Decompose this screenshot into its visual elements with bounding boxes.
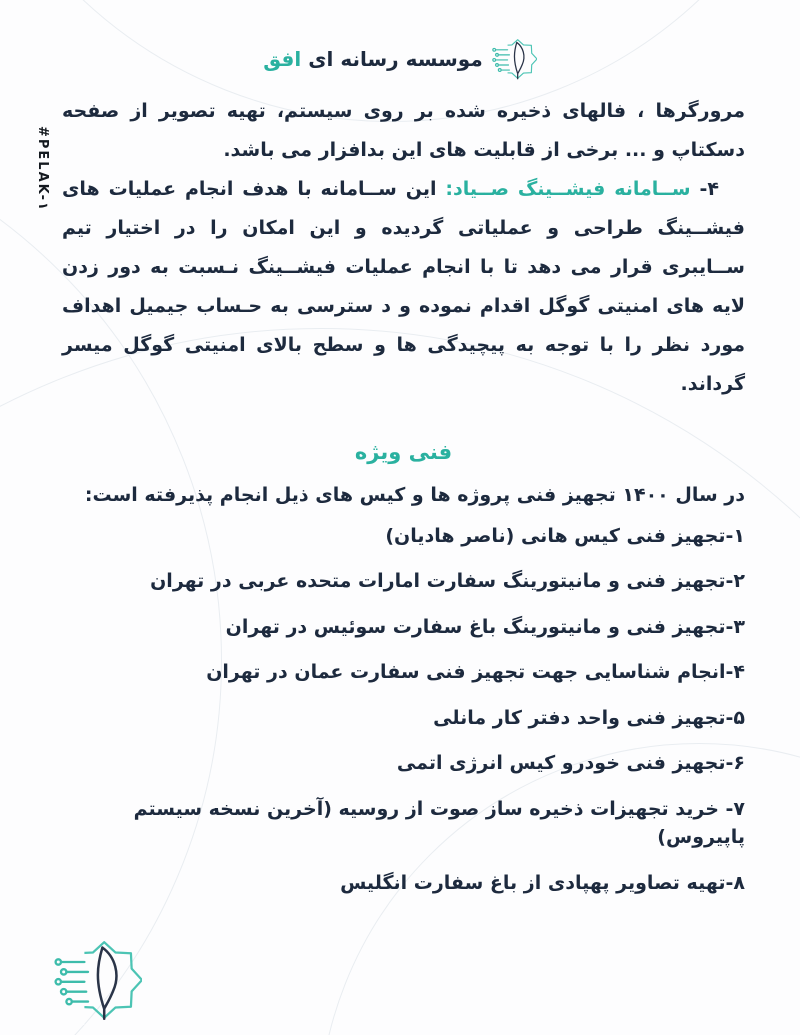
- sayyad-system-title: ســامانه فیشــینگ صــیاد:: [445, 177, 691, 200]
- header: [0, 36, 800, 82]
- document-body: [62, 92, 745, 914]
- ofogh-logo-icon: [52, 935, 142, 1025]
- project-list-item: ۳-تجهیز فنی و مانیتورینگ باغ سفارت سوئیس در تهران: [225, 615, 745, 638]
- side-tag-pelak: #PELAK-۱: [35, 126, 50, 210]
- project-list-item: ۵-تجهیز فنی واحد دفتر کار مانلی: [433, 706, 745, 729]
- project-list-item: ۸-تهیه تصاویر پهپادی از باغ سفارت انگلیس: [340, 871, 745, 894]
- sayyad-system-body: این ســامانه با هدف انجام عملیات های فیشــینگ طراحی و عملیاتی گردیده و این امکان را در اختیار تیم ســایبری قرار می دهد تا با انجام عملیات فیشــینگ نـسبت به دور زدن لایه های امنیتی گوگل اقدام نموده و د سترسی به حـساب جیمیل اهداف مورد نظر را با توجه به پیچیدگی ها و سطح بالای امنیتی گوگل میسر گرداند.: [62, 177, 745, 395]
- org-name-text: موسسه رسانه ای: [308, 47, 483, 71]
- projects-list-intro: در سال ۱۴۰۰ تجهیز فنی پروژه ها و کیس های ذیل انجام پذیرفته است:: [84, 483, 745, 506]
- project-list-item: ۲-تجهیز فنی و مانیتورینگ سفارت امارات متحده عربی در تهران: [150, 570, 745, 592]
- project-list-item: ۶-تجهیز فنی خودرو کیس انرژی اتمی: [396, 752, 745, 774]
- org-name-accent: افق: [263, 47, 302, 71]
- project-list-item: ۴-انجام شناسایی جهت تجهیز فنی سفارت عمان در تهران: [206, 661, 745, 683]
- project-list-item: ۱-تجهیز فنی کیس هانی (ناصر هادیان): [385, 524, 745, 547]
- projects-list: [62, 522, 745, 898]
- ofogh-logo-icon: [491, 36, 537, 82]
- paragraph-sayyad-phishing: [62, 170, 745, 404]
- project-list-item: ۷- خرید تجهیزات ذخیره ساز صوت از روسیه (آخرین نسخه سیستم پاپیروس): [133, 797, 745, 848]
- sayyad-item-number: ۴-: [699, 177, 719, 200]
- section-title-fani-vijeh: فنی ویژه: [354, 439, 453, 464]
- paragraph-malware-capabilities: مرورگرها ، فالهای ذخیره شده بر روی سیستم، تهیه تصویر از صفحه دسکتاپ و ... برخی از قابلیت های این بدافزار می باشد.: [62, 100, 745, 161]
- org-name: [263, 47, 482, 71]
